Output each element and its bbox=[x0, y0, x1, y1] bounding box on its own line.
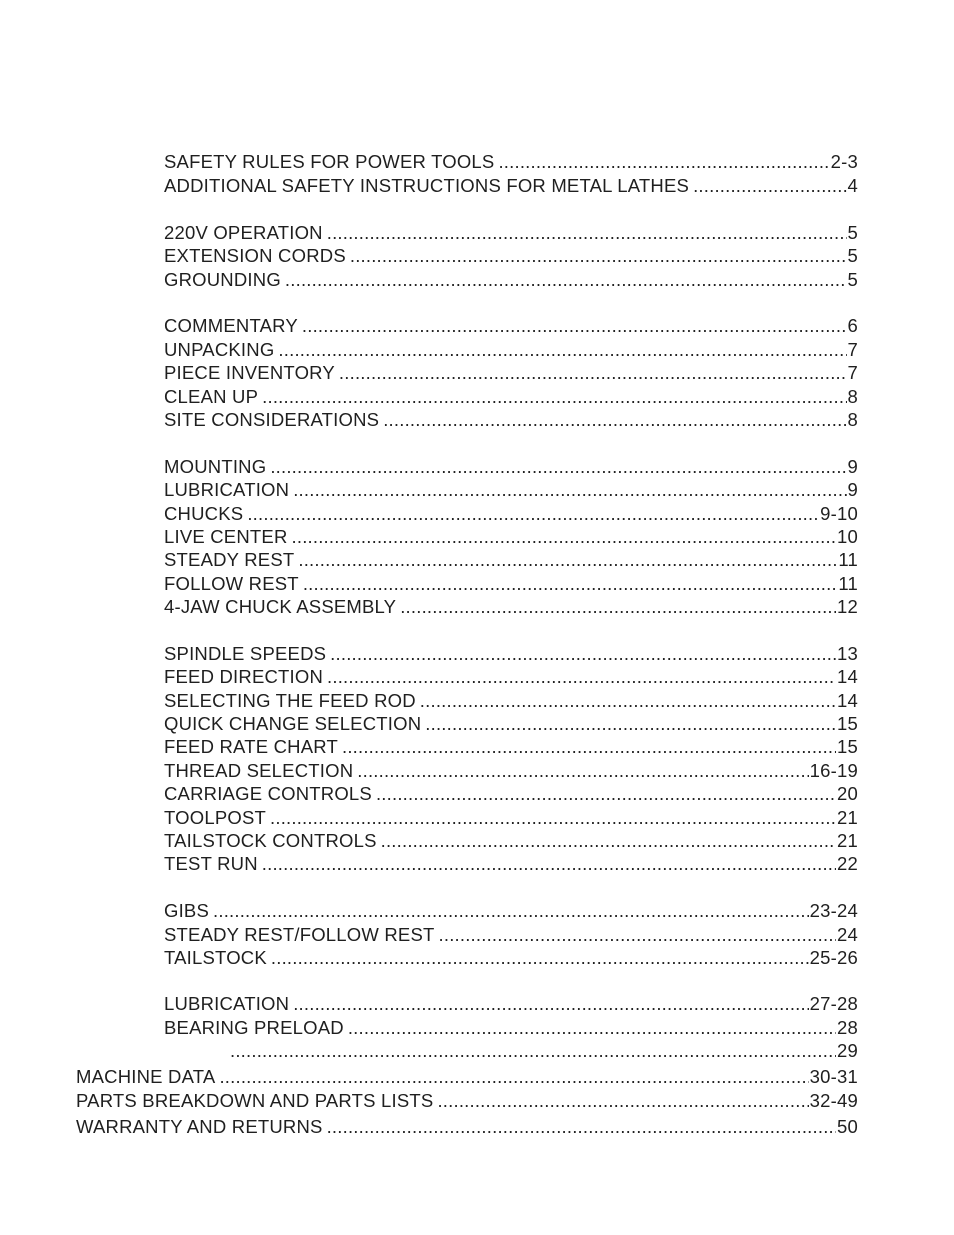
toc-entry[interactable] bbox=[164, 665, 858, 688]
dot-leader bbox=[327, 665, 836, 688]
toc-entry-title: STEADY REST bbox=[164, 549, 295, 570]
toc-entry-page: 25-26 bbox=[809, 947, 858, 968]
toc-entry-title: FEED RATE CHART bbox=[164, 736, 338, 757]
toc-entry-page: 23-24 bbox=[809, 900, 858, 921]
dot-leader bbox=[262, 385, 846, 408]
toc-entry[interactable] bbox=[76, 1089, 858, 1112]
toc-entry[interactable] bbox=[164, 1016, 858, 1039]
dot-leader bbox=[327, 221, 847, 244]
toc-entry-page: 9 bbox=[847, 456, 858, 477]
toc-entry-title: CLEAN UP bbox=[164, 386, 259, 407]
toc-entry[interactable] bbox=[164, 946, 858, 969]
toc-entry-page: 12 bbox=[837, 596, 858, 617]
toc-entry[interactable] bbox=[164, 782, 858, 805]
dot-leader bbox=[693, 174, 846, 197]
toc-entry-title: SELECTING THE FEED ROD bbox=[164, 690, 416, 711]
toc-entry-page: 9 bbox=[847, 479, 858, 500]
toc-entry[interactable] bbox=[164, 992, 858, 1015]
dot-leader bbox=[278, 338, 846, 361]
toc-entry-page: 11 bbox=[838, 573, 858, 594]
dot-leader bbox=[327, 1115, 836, 1138]
toc-entry[interactable] bbox=[164, 595, 858, 618]
toc-entry-title: COMMENTARY bbox=[164, 315, 298, 336]
toc-entry[interactable] bbox=[164, 548, 858, 571]
toc-entry-page: 50 bbox=[837, 1116, 858, 1137]
toc-entry-page: 28 bbox=[837, 1017, 858, 1038]
toc-entry-page: 30-31 bbox=[809, 1066, 858, 1087]
dot-leader bbox=[285, 268, 847, 291]
toc-entry-title: CARRIAGE CONTROLS bbox=[164, 783, 372, 804]
toc-entry-page: 10 bbox=[837, 526, 858, 547]
dot-leader bbox=[270, 806, 836, 829]
dot-leader bbox=[330, 642, 836, 665]
dot-leader bbox=[376, 782, 836, 805]
toc-entry-page: 20 bbox=[837, 783, 858, 804]
toc-entry[interactable] bbox=[164, 338, 858, 361]
dot-leader bbox=[247, 502, 819, 525]
toc-entry[interactable] bbox=[164, 712, 858, 735]
toc-entry-title: QUICK CHANGE SELECTION bbox=[164, 713, 422, 734]
toc-entry-page: 11 bbox=[838, 549, 858, 570]
toc-entry[interactable] bbox=[164, 221, 858, 244]
toc-entry-title: THREAD SELECTION bbox=[164, 760, 354, 781]
toc-entry-title: LIVE CENTER bbox=[164, 526, 288, 547]
toc-entry[interactable] bbox=[164, 689, 858, 712]
toc-entry[interactable] bbox=[164, 268, 858, 291]
toc-entry-page: 29 bbox=[837, 1040, 858, 1061]
toc-entry-page: 8 bbox=[847, 386, 858, 407]
toc-entry-page: 5 bbox=[847, 245, 858, 266]
toc-entry[interactable] bbox=[164, 314, 858, 337]
dot-leader bbox=[219, 1065, 808, 1088]
dot-leader bbox=[350, 244, 847, 267]
toc-entry-title: PARTS BREAKDOWN AND PARTS LISTS bbox=[76, 1090, 434, 1111]
toc-entry-title: 4-JAW CHUCK ASSEMBLY bbox=[164, 596, 397, 617]
toc-entry[interactable] bbox=[164, 759, 858, 782]
dot-leader bbox=[437, 1089, 808, 1112]
dot-leader bbox=[270, 455, 846, 478]
dot-leader bbox=[381, 829, 836, 852]
toc-entry[interactable] bbox=[164, 899, 858, 922]
dot-leader bbox=[348, 1016, 836, 1039]
toc-entry[interactable] bbox=[164, 735, 858, 758]
toc-entry-page: 8 bbox=[847, 409, 858, 430]
dot-leader bbox=[425, 712, 836, 735]
toc-entry[interactable] bbox=[164, 829, 858, 852]
dot-leader bbox=[292, 525, 837, 548]
dot-leader bbox=[420, 689, 836, 712]
dot-leader bbox=[339, 361, 847, 384]
toc-entry-title: CHUCKS bbox=[164, 503, 244, 524]
toc-entry-title: PIECE INVENTORY bbox=[164, 362, 335, 383]
toc-entry-page: 2-3 bbox=[830, 151, 858, 172]
toc-entry[interactable] bbox=[164, 244, 858, 267]
toc-entry-page: 14 bbox=[837, 666, 858, 687]
toc-entry-page: 21 bbox=[837, 830, 858, 851]
toc-entry[interactable] bbox=[164, 385, 858, 408]
toc-entry[interactable] bbox=[164, 478, 858, 501]
toc-entry[interactable] bbox=[164, 408, 858, 431]
dot-leader bbox=[293, 478, 846, 501]
toc-entry-title: FOLLOW REST bbox=[164, 573, 299, 594]
dot-leader bbox=[357, 759, 808, 782]
toc-entry-page: 7 bbox=[847, 339, 858, 360]
toc-entry[interactable] bbox=[164, 806, 858, 829]
toc-entry[interactable] bbox=[164, 642, 858, 665]
toc-entry-page: 24 bbox=[837, 924, 858, 945]
toc-entry-page: 7 bbox=[847, 362, 858, 383]
toc-entry-page: 22 bbox=[837, 853, 858, 874]
toc-entry[interactable] bbox=[76, 1115, 858, 1138]
dot-leader bbox=[213, 899, 809, 922]
toc-entry-title: ADDITIONAL SAFETY INSTRUCTIONS FOR METAL LATHES bbox=[164, 175, 690, 196]
toc-entry-page: 13 bbox=[837, 643, 858, 664]
toc-entry-page: 32-49 bbox=[809, 1090, 858, 1111]
toc-entry-title: SAFETY RULES FOR POWER TOOLS bbox=[164, 151, 495, 172]
toc-entry-page: 27-28 bbox=[809, 993, 858, 1014]
toc-entry-title: WARRANTY AND RETURNS bbox=[76, 1116, 323, 1137]
dot-leader bbox=[383, 408, 846, 431]
toc-entry-page: 16-19 bbox=[809, 760, 858, 781]
toc-entry-title: LUBRICATION bbox=[164, 479, 290, 500]
toc-entry[interactable] bbox=[164, 361, 858, 384]
toc-entry-title: TOOLPOST bbox=[164, 807, 267, 828]
toc-entry[interactable] bbox=[164, 150, 858, 173]
toc-entry-page: 15 bbox=[837, 713, 858, 734]
toc-entry-page: 5 bbox=[847, 269, 858, 290]
toc-entry-page: 21 bbox=[837, 807, 858, 828]
toc-entry-title: GIBS bbox=[164, 900, 210, 921]
toc-entry-page: 6 bbox=[847, 315, 858, 336]
dot-leader bbox=[271, 946, 809, 969]
toc-entry[interactable] bbox=[76, 1065, 858, 1088]
toc-entry-title: 220V OPERATION bbox=[164, 222, 323, 243]
toc-entry-title: FEED DIRECTION bbox=[164, 666, 324, 687]
dot-leader bbox=[262, 852, 836, 875]
toc-entry-title: STEADY REST/FOLLOW REST bbox=[164, 924, 435, 945]
toc-entry[interactable] bbox=[164, 502, 858, 525]
toc-entry-title: GROUNDING bbox=[164, 269, 281, 290]
toc-entry-title: SPINDLE SPEEDS bbox=[164, 643, 327, 664]
dot-leader bbox=[342, 735, 836, 758]
toc-entry-title: UNPACKING bbox=[164, 339, 275, 360]
toc-entry-page: 15 bbox=[837, 736, 858, 757]
toc-entry-page: 4 bbox=[847, 175, 858, 196]
toc-entry-title: MOUNTING bbox=[164, 456, 267, 477]
toc-entry[interactable] bbox=[164, 923, 858, 946]
toc-entry-title: TAILSTOCK bbox=[164, 947, 267, 968]
toc-entry-title: BEARING PRELOAD bbox=[164, 1017, 344, 1038]
toc-entry[interactable] bbox=[164, 525, 858, 548]
dot-leader bbox=[303, 572, 838, 595]
toc-entry-page: 14 bbox=[837, 690, 858, 711]
dot-leader bbox=[302, 314, 847, 337]
toc-entry-title: TEST RUN bbox=[164, 853, 258, 874]
toc-entry-page: 9-10 bbox=[820, 503, 858, 524]
dot-leader bbox=[400, 595, 836, 618]
toc-entry[interactable] bbox=[164, 572, 858, 595]
toc-entry[interactable] bbox=[164, 852, 858, 875]
dot-leader bbox=[498, 150, 829, 173]
toc-entry-title: TAILSTOCK CONTROLS bbox=[164, 830, 377, 851]
toc-entry[interactable] bbox=[230, 1039, 858, 1062]
toc-entry-page: 5 bbox=[847, 222, 858, 243]
toc-entry[interactable] bbox=[164, 174, 858, 197]
dot-leader bbox=[298, 548, 837, 571]
toc-entry-title: SITE CONSIDERATIONS bbox=[164, 409, 380, 430]
dot-leader bbox=[439, 923, 837, 946]
toc-entry[interactable] bbox=[164, 455, 858, 478]
toc-entry-title: EXTENSION CORDS bbox=[164, 245, 346, 266]
toc-entry-title: MACHINE DATA bbox=[76, 1066, 216, 1087]
dot-leader bbox=[230, 1039, 836, 1062]
dot-leader bbox=[293, 992, 808, 1015]
toc-entry-title: LUBRICATION bbox=[164, 993, 290, 1014]
